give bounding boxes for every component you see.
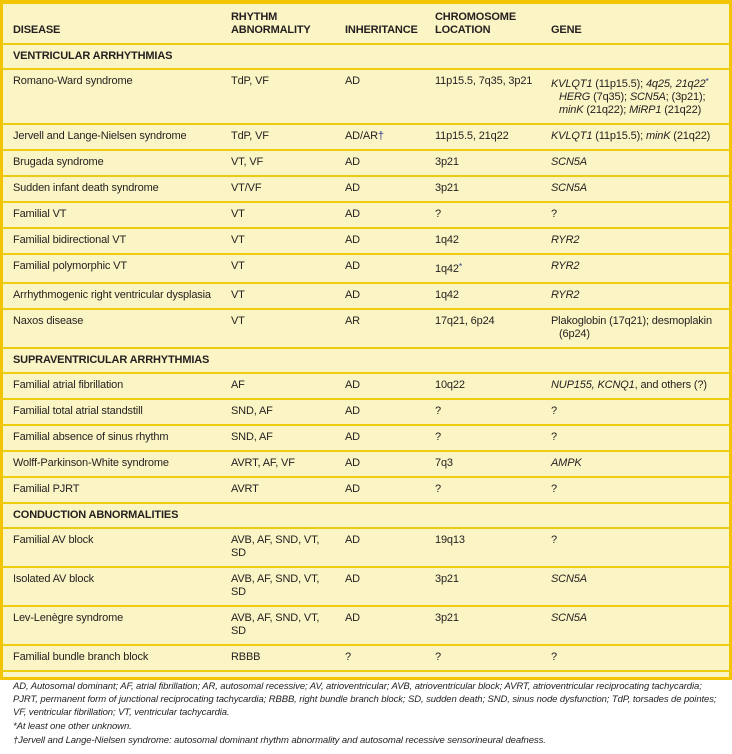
cell-rhythm: RBBB <box>231 651 261 663</box>
cell-gene <box>541 70 729 123</box>
cell-text-segment: 1q42 <box>435 263 459 275</box>
cell-text-segment: † <box>377 130 384 142</box>
cell-disease: Jervell and Lange-Nielsen syndrome <box>13 130 187 142</box>
cell-rhythm: SND, AF <box>231 405 273 417</box>
cell-location: 19q13 <box>435 534 465 546</box>
cell-inheritance: AD <box>345 234 360 246</box>
cell-disease: Familial polymorphic VT <box>13 260 127 272</box>
cell-disease: Sudden infant death syndrome <box>13 182 159 194</box>
cell-gene: ? <box>551 483 557 495</box>
cell-text-segment: (21q22) <box>661 104 702 116</box>
cell-text-segment: AD/AR <box>345 130 378 142</box>
cell-rhythm: SND, AF <box>231 431 273 443</box>
cell-text-segment: RYR2 <box>551 260 580 272</box>
cell-text-segment: SCN5A <box>629 91 666 103</box>
table-row <box>3 529 729 568</box>
cell-inheritance <box>335 125 425 149</box>
cell-rhythm: TdP, VF <box>231 75 269 87</box>
cell-gene: Plakoglobin (17q21); desmoplakin (6p24) <box>551 315 712 340</box>
cell-rhythm: AVB, AF, SND, VT, SD <box>231 573 320 598</box>
cell-gene <box>541 374 729 398</box>
cell-disease: Romano-Ward syndrome <box>13 75 133 87</box>
cell-inheritance: AD <box>345 573 360 585</box>
cell-text-segment: NUP155, KCNQ1 <box>551 379 635 391</box>
cell-gene: ? <box>551 208 557 220</box>
table-body <box>3 45 729 672</box>
cell-location: 17q21, 6p24 <box>435 315 495 327</box>
cell-text-segment: SCN5A <box>551 182 587 194</box>
cell-location: 3p21 <box>435 573 459 585</box>
cell-text-segment: 4q25, 21q22 <box>645 78 706 90</box>
cell-inheritance: AD <box>345 208 360 220</box>
cell-disease: Arrhythmogenic right ventricular dysplasia <box>13 289 211 301</box>
cell-location: 3p21 <box>435 156 459 168</box>
cell-text-segment: KVLQT1 <box>551 130 593 142</box>
cell-location: ? <box>435 405 441 417</box>
cell-inheritance: AD <box>345 260 360 272</box>
cell-gene: ? <box>551 534 557 546</box>
cell-text-segment: (11p15.5); <box>592 130 646 142</box>
table-row <box>3 426 729 452</box>
cell-inheritance: AD <box>345 182 360 194</box>
cell-text-segment: * <box>705 76 709 86</box>
cell-gene <box>541 607 729 644</box>
cell-location: 10q22 <box>435 379 465 391</box>
cell-text-segment: SCN5A <box>551 156 587 168</box>
cell-disease: Familial bundle branch block <box>13 651 149 663</box>
cell-text-segment: * <box>458 261 463 271</box>
table-row <box>3 646 729 672</box>
cell-text-segment: (11p15.5); <box>592 78 646 90</box>
table-row <box>3 255 729 284</box>
cell-text-segment: SCN5A <box>551 573 587 585</box>
cell-gene <box>541 125 729 149</box>
cell-location: ? <box>435 208 441 220</box>
cell-disease: Isolated AV block <box>13 573 95 585</box>
cell-gene: ? <box>551 651 557 663</box>
cell-inheritance: AD <box>345 483 360 495</box>
cell-text-segment: KVLQT1 <box>551 78 593 90</box>
section-header: CONDUCTION ABNORMALITIES <box>3 504 729 529</box>
footnotes <box>3 672 729 754</box>
column-header-chromosome-location: CHROMOSOME LOCATION <box>435 11 517 36</box>
cell-gene <box>541 284 729 308</box>
section-header: SUPRAVENTRICULAR ARRHYTHMIAS <box>3 349 729 374</box>
cell-text-segment: AMPK <box>551 457 582 469</box>
cell-text-segment: minK <box>559 104 584 116</box>
column-header-disease: DISEASE <box>13 24 61 36</box>
cell-gene <box>541 255 729 282</box>
cell-rhythm: AVB, AF, SND, VT, SD <box>231 534 320 559</box>
cell-disease: Naxos disease <box>13 315 84 327</box>
section-header: VENTRICULAR ARRHYTHMIAS <box>3 45 729 70</box>
cell-gene <box>541 151 729 175</box>
cell-disease: Familial atrial fibrillation <box>13 379 124 391</box>
footnote-abbreviations: AD, Autosomal dominant; AF, atrial fibrillation; AR, autosomal recessive; AV, atrioventricular; AVB, atrioventricular block; AVRT, atrioventricular reciprocating tachycardia; PJRT, permanent form of junctional reciprocating tachycardia; RBBB, right bundle branch block; SD, sudden death; SND, sinus node dysfunction; TdP, torsades de pointes; VF, ventricular fibrillation; VT, ventricular tachycardia. <box>13 681 717 718</box>
cell-disease: Familial absence of sinus rhythm <box>13 431 169 443</box>
cell-text-segment: minK <box>645 130 671 142</box>
cell-rhythm: AVRT <box>231 483 259 495</box>
cell-text-segment: MiRP1 <box>629 104 662 116</box>
cell-disease: Familial AV block <box>13 534 94 546</box>
footnote-asterisk: *At least one other unknown. <box>13 721 132 732</box>
cell-inheritance: AD <box>345 431 360 443</box>
cell-rhythm: VT, VF <box>231 156 264 168</box>
cell-text-segment: RYR2 <box>551 234 580 246</box>
cell-location: ? <box>435 431 441 443</box>
table-row <box>3 229 729 255</box>
cell-gene: ? <box>551 405 557 417</box>
cell-location: 11p15.5, 7q35, 3p21 <box>435 75 533 87</box>
cell-text-segment: (21q22) <box>670 130 711 142</box>
cell-disease: Brugada syndrome <box>13 156 104 168</box>
cell-text-segment: HERG <box>559 91 591 103</box>
cell-inheritance: AD <box>345 457 360 469</box>
table-header-row <box>3 4 729 45</box>
cell-gene <box>541 229 729 253</box>
cell-inheritance: AD <box>345 405 360 417</box>
cell-location: 1q42 <box>435 289 459 301</box>
cell-inheritance: AD <box>345 534 360 546</box>
cell-location <box>425 255 541 282</box>
cell-disease: Familial bidirectional VT <box>13 234 127 246</box>
table-row <box>3 400 729 426</box>
cell-inheritance: AR <box>345 315 360 327</box>
cell-gene <box>541 177 729 201</box>
cell-location: 3p21 <box>435 612 459 624</box>
table-row <box>3 374 729 400</box>
cell-inheritance: AD <box>345 612 360 624</box>
cell-rhythm: VT <box>231 315 245 327</box>
cell-inheritance: AD <box>345 289 360 301</box>
cell-rhythm: TdP, VF <box>231 130 269 142</box>
cell-rhythm: VT <box>231 234 245 246</box>
column-header-gene: GENE <box>551 24 582 36</box>
cell-text-segment: RYR2 <box>551 289 580 301</box>
table-row <box>3 284 729 310</box>
column-header-inheritance: INHERITANCE <box>345 24 418 36</box>
cell-location: 11p15.5, 21q22 <box>435 130 509 142</box>
cell-text-segment: (7q35); <box>590 91 630 103</box>
table-row <box>3 70 729 125</box>
table-row <box>3 478 729 504</box>
table-row <box>3 177 729 203</box>
table-row <box>3 607 729 646</box>
cell-rhythm: AF <box>231 379 245 391</box>
cell-gene: ? <box>551 431 557 443</box>
cell-disease: Familial PJRT <box>13 483 80 495</box>
table-row <box>3 151 729 177</box>
cell-inheritance: AD <box>345 379 360 391</box>
table-row <box>3 310 729 349</box>
cell-gene <box>541 568 729 605</box>
cell-text-segment: ; (3p21); <box>665 91 706 103</box>
table-row <box>3 452 729 478</box>
cell-rhythm: AVB, AF, SND, VT, SD <box>231 612 320 637</box>
cell-inheritance: AD <box>345 156 360 168</box>
cell-disease: Familial VT <box>13 208 67 220</box>
cell-text-segment: SCN5A <box>551 612 587 624</box>
cell-rhythm: VT <box>231 208 245 220</box>
cell-inheritance: AD <box>345 75 360 87</box>
cell-rhythm: VT <box>231 289 245 301</box>
table-row <box>3 568 729 607</box>
table-row <box>3 125 729 151</box>
cell-rhythm: AVRT, AF, VF <box>231 457 295 469</box>
cell-location: 3p21 <box>435 182 459 194</box>
cell-disease: Wolff-Parkinson-White syndrome <box>13 457 169 469</box>
footnote-dagger: †Jervell and Lange-Nielsen syndrome: autosomal dominant rhythm abnormality and autosomal recessive sensorineural deafness. <box>13 735 546 746</box>
column-header-rhythm-abnormality: RHYTHM ABNORMALITY <box>231 11 311 36</box>
cell-rhythm: VT <box>231 260 245 272</box>
cell-location: ? <box>435 483 441 495</box>
cell-location: ? <box>435 651 441 663</box>
cell-location: 1q42 <box>435 234 459 246</box>
cell-rhythm: VT/VF <box>231 182 262 194</box>
table-row <box>3 203 729 229</box>
cell-gene <box>541 452 729 476</box>
cell-text-segment: , and others (?) <box>634 379 707 391</box>
cell-disease: Familial total atrial standstill <box>13 405 143 417</box>
cell-disease: Lev-Lenègre syndrome <box>13 612 124 624</box>
cell-text-segment: (21q22); <box>583 104 630 116</box>
cell-inheritance: ? <box>345 651 351 663</box>
cell-location: 7q3 <box>435 457 453 469</box>
